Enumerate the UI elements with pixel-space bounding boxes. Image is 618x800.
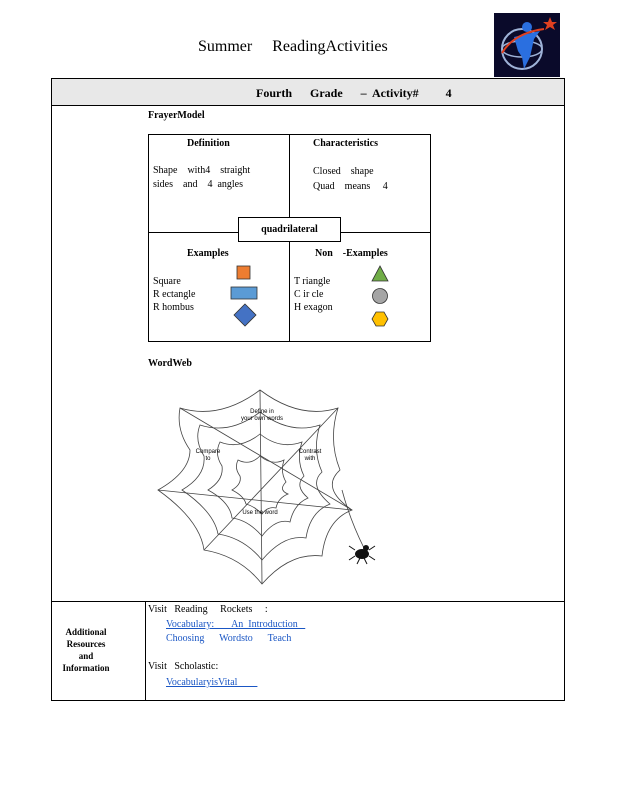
non-example-item: H exagon xyxy=(294,302,333,313)
non-examples-title: Non -Examples xyxy=(315,248,388,259)
non-example-shapes xyxy=(366,262,396,332)
resources-side-label xyxy=(56,626,116,674)
examples-title: Examples xyxy=(187,248,229,259)
non-example-item: T riangle xyxy=(294,276,331,287)
characteristics-title: Characteristics xyxy=(313,138,378,149)
link-vocabulary-is-vital[interactable]: VocabularyisVital xyxy=(166,677,258,688)
non-example-item: C ir cle xyxy=(294,289,324,300)
side-label-line: Additional xyxy=(65,627,107,637)
rectangle-shape xyxy=(231,287,257,299)
frayer-divider-vertical-bottom xyxy=(289,242,290,342)
square-shape xyxy=(237,266,250,279)
characteristic-item: Quad means 4 xyxy=(313,181,388,192)
web-label-define: Define in xyxy=(250,409,274,415)
web-label-contrast: Contrast xyxy=(298,449,322,455)
example-shapes xyxy=(225,262,265,332)
definition-line: Shape with4 straight xyxy=(153,165,251,176)
visit-scholastic: Visit Scholastic: xyxy=(148,661,219,672)
resources-column-divider xyxy=(145,602,146,701)
definition-title: Definition xyxy=(187,138,230,149)
example-item: Square xyxy=(153,276,181,287)
definition-line: sides and 4 angles xyxy=(153,179,243,190)
triangle-shape xyxy=(372,266,388,281)
frayer-divider-vertical-top xyxy=(289,134,290,217)
visit-reading-rockets: Visit Reading Rockets : xyxy=(148,604,268,615)
side-label-line: Information xyxy=(62,663,110,673)
logo-graphic xyxy=(494,13,560,77)
link-choosing-words[interactable]: Choosing Wordsto Teach xyxy=(166,633,292,644)
hexagon-shape xyxy=(372,312,388,326)
web-label-define: your own words xyxy=(240,416,284,422)
web-label-compare: to xyxy=(205,456,211,462)
page-title: Summer ReadingActivities xyxy=(198,38,388,55)
link-vocabulary-introduction[interactable]: Vocabulary: An Introduction xyxy=(166,619,306,630)
web-label-contrast: with xyxy=(304,456,316,462)
side-label-line: and xyxy=(78,651,94,661)
frayer-center-word: quadrilateral xyxy=(238,217,341,242)
side-label-line: Resources xyxy=(66,639,106,649)
rhombus-shape xyxy=(234,304,256,326)
characteristic-item: Closed shape xyxy=(313,166,374,177)
circle-shape xyxy=(373,289,388,304)
resources-divider xyxy=(52,601,564,602)
example-item: R hombus xyxy=(153,302,194,313)
wordweb-section-label: WordWeb xyxy=(148,358,192,369)
example-item: R ectangle xyxy=(153,289,196,300)
logo xyxy=(494,13,560,77)
activity-title: Fourth Grade – Activity# 4 xyxy=(256,86,452,100)
web-label-compare: Compare xyxy=(195,449,221,455)
frayer-section-label: FrayerModel xyxy=(148,110,205,121)
word-web-diagram xyxy=(150,380,390,590)
web-label-use: Use the word xyxy=(242,510,278,516)
